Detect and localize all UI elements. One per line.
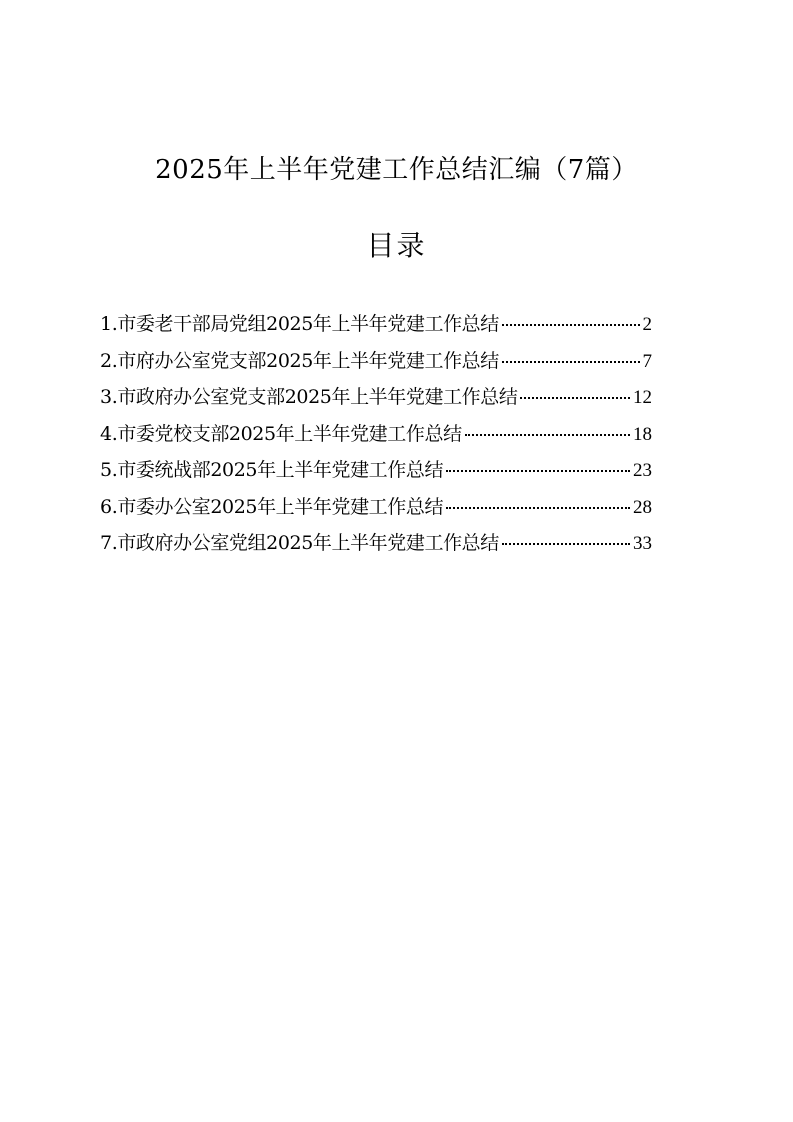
toc-entry-title: 1.市委老干部局党组2025年上半年党建工作总结	[100, 313, 499, 335]
toc-entry-title: 7.市政府办公室党组2025年上半年党建工作总结	[100, 532, 499, 554]
toc-entry-1[interactable]	[100, 306, 652, 343]
toc-entry-4[interactable]	[100, 416, 652, 453]
toc-entry-7[interactable]	[100, 525, 652, 562]
toc-entry-title: 2.市府办公室党支部2025年上半年党建工作总结	[100, 349, 499, 372]
toc-entry-page: 12	[633, 387, 652, 408]
toc-entry-title: 3.市政府办公室党支部2025年上半年党建工作总结	[100, 386, 518, 408]
toc-entry-page: 33	[633, 533, 652, 554]
toc-entry-5[interactable]	[100, 452, 652, 489]
toc-entry-page: 7	[642, 350, 652, 372]
toc-entry-6[interactable]	[100, 489, 652, 526]
toc-entry-page: 23	[633, 460, 652, 481]
dot-leader	[465, 434, 630, 436]
toc-entry-title: 5.市委统战部2025年上半年党建工作总结	[100, 459, 444, 481]
dot-leader	[520, 397, 630, 399]
toc-heading: 目录	[366, 229, 427, 262]
table-of-contents	[100, 306, 652, 562]
toc-entry-page: 28	[633, 496, 652, 518]
toc-entry-page: 18	[633, 423, 652, 445]
toc-entry-3[interactable]	[100, 379, 652, 416]
toc-entry-page: 2	[642, 314, 652, 335]
dot-leader	[502, 324, 640, 326]
dot-leader	[446, 470, 630, 472]
toc-entry-title: 4.市委党校支部2025年上半年党建工作总结	[100, 422, 462, 445]
dot-leader	[446, 507, 630, 509]
document-title: 2025年上半年党建工作总结汇编（7篇）	[155, 155, 638, 185]
toc-entry-2[interactable]	[100, 343, 652, 380]
dot-leader	[502, 361, 640, 363]
toc-entry-title: 6.市委办公室2025年上半年党建工作总结	[100, 495, 444, 518]
dot-leader	[502, 543, 630, 545]
